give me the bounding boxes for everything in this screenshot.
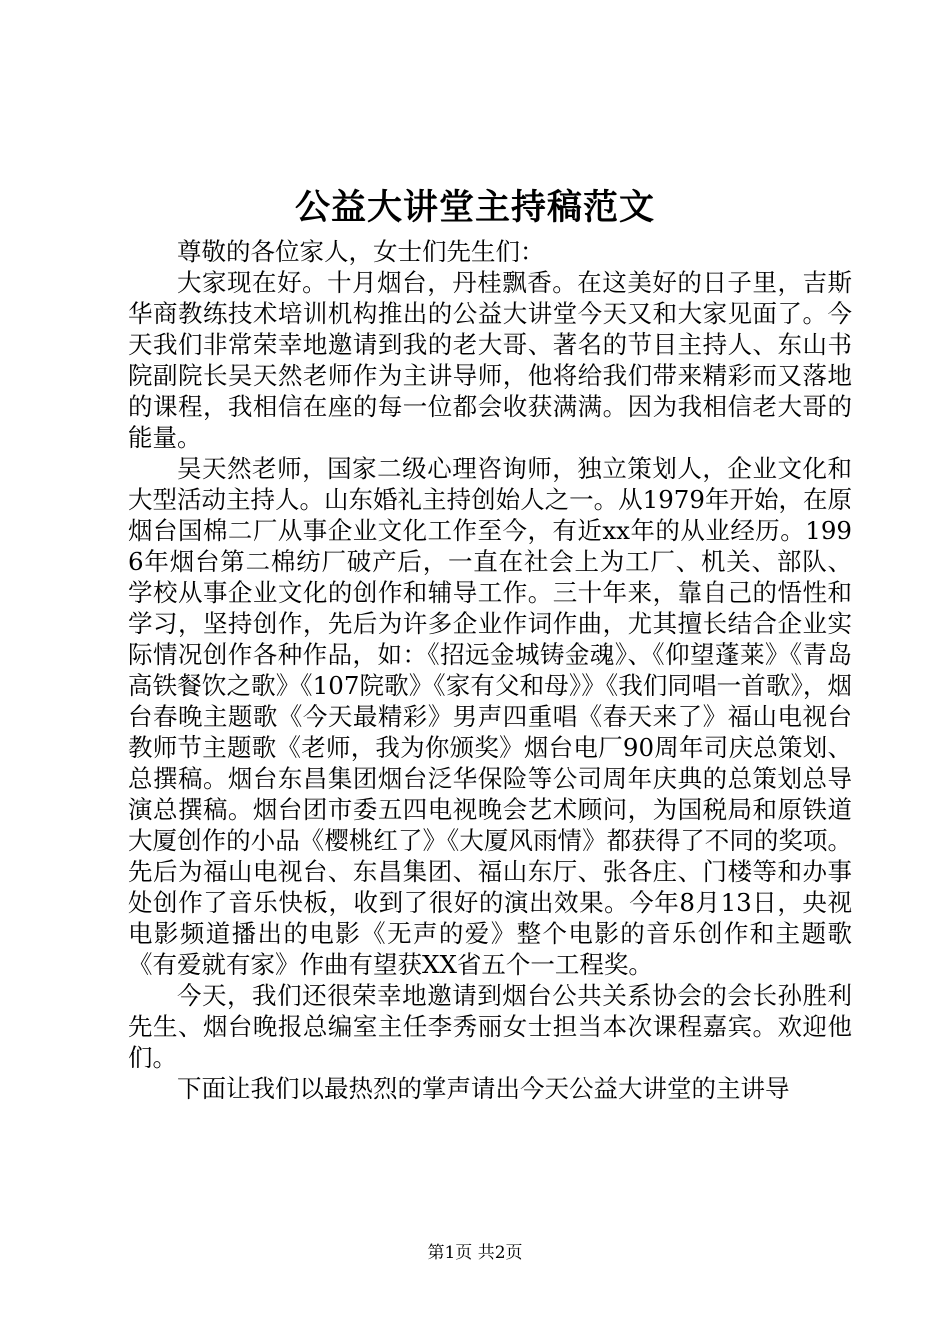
paragraph-opening: 大家现在好。十月烟台，丹桂飘香。在这美好的日子里，吉斯华商教练技术培训机构推出的公益大讲堂今天又和大家见面了。今天我们非常荣幸地邀请到我的老大哥、著名的节目主持人、东山书院副院长吴天然老师作为主讲导师，他将给我们带来精彩而又落地的课程，我相信在座的每一位都会收获满满。因为我相信老大哥的能量。 <box>128 268 852 452</box>
paragraph-speaker-bio: 吴天然老师，国家二级心理咨询师，独立策划人，企业文化和大型活动主持人。山东婚礼主持创始人之一。从1979年开始，在原烟台国棉二厂从事企业文化工作至今，有近xx年的从业经历。1996年烟台第二棉纺厂破产后，一直在社会上为工厂、机关、部队、学校从事企业文化的创作和辅导工作。三十年来，靠自己的悟性和学习，坚持创作，先后为许多企业作词作曲，尤其擅长结合企业实际情况创作各种作品，如：《招远金城铸金魂》、《仰望蓬莱》《青岛高铁餐饮之歌》《107院歌》《家有父和母》》《我们同唱一首歌》，烟台春晚主题歌《今天最精彩》男声四重唱《春天来了》福山电视台教师节主题歌《老师，我为你颁奖》烟台电厂90周年司庆总策划、总撰稿。烟台东昌集团烟台泛华保险等公司周年庆典的总策划总导演总撰稿。烟台团市委五四电视晚会艺术顾问，为国税局和原铁道大厦创作的小品《樱桃红了》《大厦风雨情》都获得了不同的奖项。先后为福山电视台、东昌集团、福山东厅、张各庄、门楼等和办事处创作了音乐快板，收到了很好的演出效果。今年8月13日，央视电影频道播出的电影《无声的爱》整个电影的音乐创作和主题歌《有爱就有家》作曲有望获XX省五个一工程奖。 <box>128 454 852 979</box>
page-number-footer: 第1页 共2页 <box>427 1243 523 1263</box>
document-body <box>128 236 852 1104</box>
paragraph-guests: 今天，我们还很荣幸地邀请到烟台公共关系协会的会长孙胜利先生、烟台晚报总编室主任李秀丽女士担当本次课程嘉宾。欢迎他们。 <box>128 981 852 1072</box>
paragraph-introduction: 下面让我们以最热烈的掌声请出今天公益大讲堂的主讲导 <box>177 1074 790 1103</box>
paragraph-greeting: 尊敬的各位家人，女士们先生们： <box>177 237 545 266</box>
document-title: 公益大讲堂主持稿范文 <box>294 187 655 228</box>
